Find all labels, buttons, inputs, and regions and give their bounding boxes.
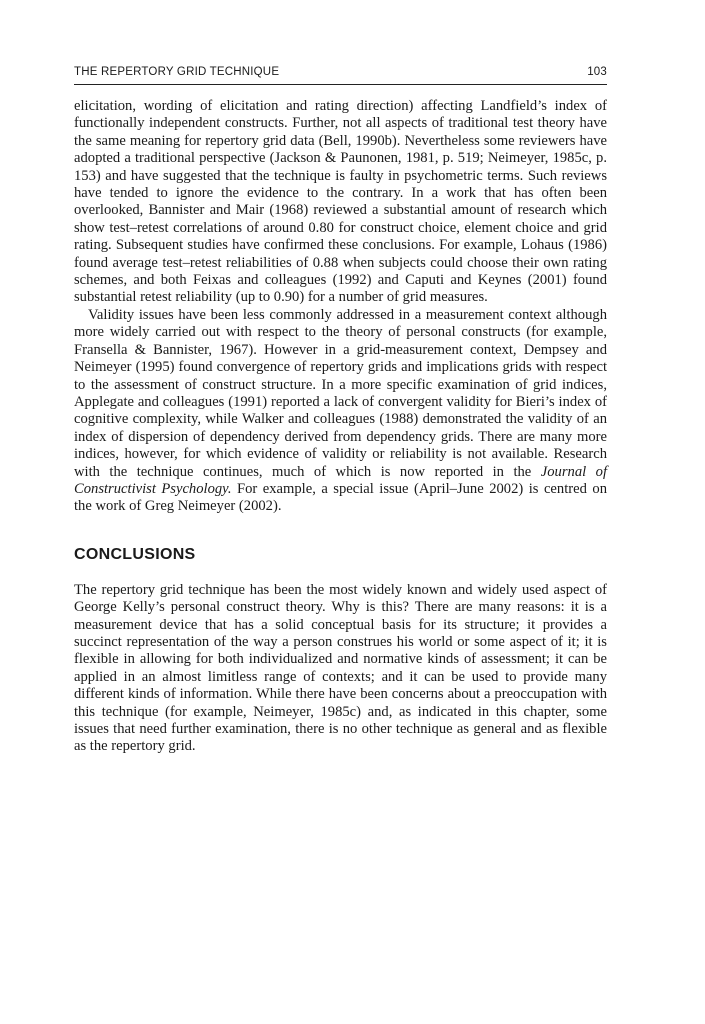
running-title: THE REPERTORY GRID TECHNIQUE [74, 66, 280, 78]
running-header [74, 66, 607, 85]
journal-title: Journal of Constructivist Psychology. [74, 463, 607, 497]
paragraph-validity-text: Validity issues have been less commonly addressed in a measurement context although more widely carried out with respect to the theory of personal constructs (for example, Fransella & Bannister, 1967). However in a grid-measurement context, Dempsey and Neimeyer (1995) found convergence of repertory grids and implications grids with respect to the assessment of construct structure. In a more specific examination of grid indices, Applegate and colleagues (1991) reported a lack of convergent validity for Bieri’s index of cognitive complexity, while Walker and colleagues (1988) demonstrated the validity of an index of dispersion of dependency derived from dependency grids. There are many more indices, however, for which evidence of validity or reliability is not available. Research with the technique continues, much of which is now reported in the [74, 306, 607, 480]
book-page [74, 66, 607, 756]
paragraph-reliability: elicitation, wording of elicitation and rating direction) affecting Landfield’s index of functionally independent constructs. Further, not all aspects of traditional test theory have the same meaning for repertory grid data (Bell, 1990b). Nevertheless some reviewers have adopted a traditional perspective (Jackson & Paunonen, 1981, p. 519; Neimeyer, 1985c, p. 153) and have suggested that the technique is faulty in psychometric terms. Such reviews have tended to ignore the evidence to the contrary. In a work that has often been overlooked, Bannister and Mair (1968) reviewed a substantial amount of research which show test–retest correlations of around 0.80 for construct choice, element choice and grid rating. Subsequent studies have confirmed these conclusions. For example, Lohaus (1986) found average test–retest reliabilities of 0.88 when subjects could choose their own rating schemes, and both Feixas and colleagues (1992) and Caputi and Keynes (2001) found substantial retest reliability (up to 0.90) for a number of grid measures. [74, 98, 607, 306]
section-heading-conclusions: CONCLUSIONS [74, 545, 196, 563]
paragraph-conclusions: The repertory grid technique has been the most widely known and widely used aspect of George Kelly’s personal construct theory. Why is this? There are many reasons: it is a measurement device that has a solid conceptual basis for its structure; it provides a succinct representation of the way a person construes his world or some aspect of it; it is flexible in allowing for both individualized and normative kinds of assessment; it can be applied in an almost limitless range of contexts; and it can be used to provide many different kinds of information. While there have been concerns about a preoccupation with this technique (for example, Neimeyer, 1985c) and, as indicated in this chapter, some issues that need further examination, there is no other technique as general and as flexible as the repertory grid. [74, 581, 607, 755]
paragraph-validity [74, 307, 607, 516]
paragraph-validity-end: For example, a special issue (April–June 2002) is centred on the work of Greg Neimeyer (2002). [74, 480, 607, 515]
page-number: 103 [587, 66, 607, 78]
